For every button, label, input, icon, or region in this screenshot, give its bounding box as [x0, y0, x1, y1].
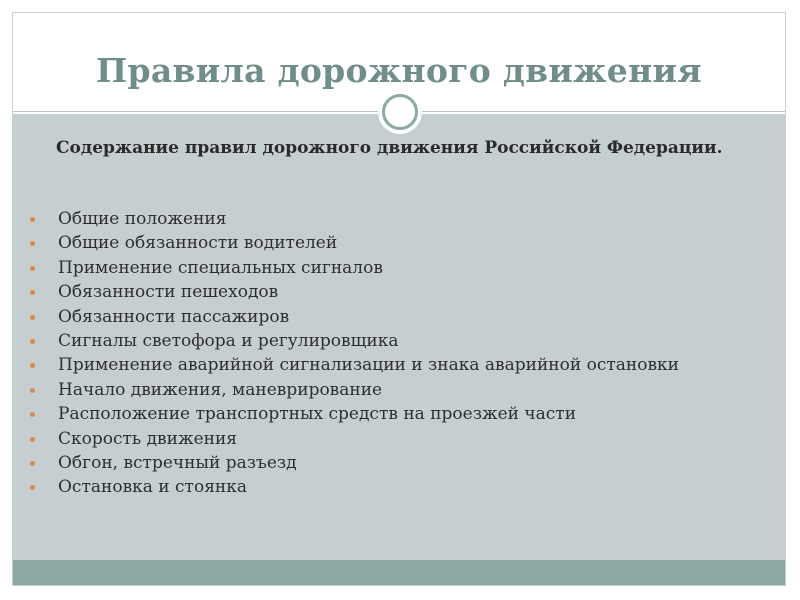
list-item-text: Сигналы светофора и регулировщика: [58, 330, 399, 351]
slide-title: Правила дорожного движения: [96, 51, 702, 90]
circle-ornament-ring: [382, 94, 418, 130]
bullet-dot-icon: [30, 266, 35, 271]
bullet-dot-icon: [30, 339, 35, 344]
list-item-text: Обязанности пассажиров: [58, 306, 290, 327]
list-item-text: Общие положения: [58, 209, 227, 229]
bullet-dot-icon: [30, 217, 35, 222]
list-item-text: Скорость движения: [58, 428, 238, 449]
list-item-text: Применение аварийной сигнализации и знака аварийной остановки: [58, 355, 679, 376]
bullet-dot-icon: [30, 437, 35, 442]
slide-subtitle: Содержание правил дорожного движения Российской Федерации.: [56, 138, 723, 158]
list-item-text: Общие обязанности водителей: [58, 233, 338, 254]
bullet-dot-icon: [30, 388, 35, 393]
list-item-text: Остановка и стоянка: [58, 477, 248, 498]
list-item-text: Начало движения, маневрирование: [58, 379, 383, 400]
bullet-dot-icon: [30, 461, 35, 466]
list-item-text: Обгон, встречный разъезд: [58, 452, 297, 473]
bottom-band: [13, 560, 785, 585]
list-item-text: Обязанности пешеходов: [58, 282, 279, 303]
list-item-text: Расположение транспортных средств на проезжей части: [58, 404, 577, 425]
bullet-dot-icon: [30, 315, 35, 320]
list-item-text: Применение специальных сигналов: [58, 257, 383, 278]
